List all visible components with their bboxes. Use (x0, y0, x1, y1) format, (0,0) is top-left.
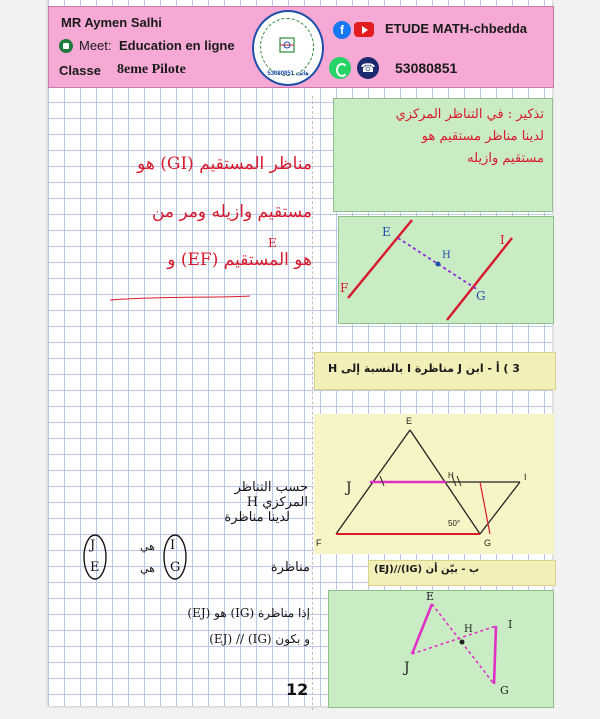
label-e3: E (426, 590, 435, 603)
label-h: H (442, 250, 451, 261)
left-line-5: و بكون (IG) // (EJ) (209, 632, 310, 646)
pair-oval-mid (164, 535, 186, 579)
pair-mid-1: I (170, 538, 176, 553)
label-h2: H (448, 471, 454, 480)
angle-label: 50° (448, 519, 461, 528)
reminder-line-3: مستقيم وازيله (467, 151, 544, 166)
facebook-icon: f (333, 21, 351, 39)
label-j3: J (404, 660, 410, 676)
figure3 (402, 590, 512, 697)
page-name: ETUDE MATH-chbedda (385, 21, 528, 36)
reminder-line-2: لدينا مناظر مستقيم هو (421, 129, 544, 144)
teacher-name: MR Aymen Salhi (61, 15, 162, 30)
label-e2: E (406, 416, 413, 426)
figure2 (316, 416, 527, 548)
label-g: G (476, 289, 486, 303)
logo-phone: هاتف 53080851 (267, 71, 309, 77)
pair-left-2: E (90, 560, 100, 575)
left-line-4: إذا مناظرة (IG) هو (EJ) (187, 606, 310, 620)
tick-3 (457, 476, 461, 486)
phone-number: 53080851 (395, 60, 458, 76)
pair-mid-2: G (170, 560, 181, 575)
class-label: Classe (59, 63, 101, 78)
label-e: E (382, 225, 391, 239)
left-line-3: مناظرة (270, 560, 310, 575)
super-e: E (268, 236, 277, 250)
part-b: ب - بيّن أن (IG)//(EJ) (374, 564, 480, 575)
reminder-line-1: تذكير : في التناظر المركزي (395, 107, 544, 122)
pair-left-1: J (90, 538, 96, 553)
label-i2: I (524, 472, 527, 482)
pair-mid-label-1: هي (140, 540, 155, 553)
left-line-2: لدينا مناظرة (224, 510, 290, 525)
segment-ji3 (412, 626, 496, 654)
line-ej (412, 604, 432, 654)
label-f2: F (316, 538, 322, 548)
meet-label: Meet: (79, 38, 112, 53)
label-f: F (340, 281, 349, 295)
hatch-line (480, 482, 490, 534)
pair-mid-label-2: هي (140, 562, 155, 575)
line-ef (348, 220, 412, 298)
label-h3: H (464, 624, 473, 635)
pair-oval-left (84, 535, 106, 579)
label-g3: G (500, 684, 509, 697)
point-h (436, 262, 441, 267)
label-g2: G (484, 538, 492, 548)
education-label: Education en ligne (119, 38, 235, 53)
figure1 (340, 220, 512, 320)
label-j2: J (346, 480, 352, 496)
point-h3 (460, 640, 465, 645)
answer-line-1: مناظر المستقيم (GI) هو (137, 154, 312, 174)
label-i3: I (508, 618, 513, 631)
left-line-1: حسب التناظر المركزي H (234, 480, 308, 510)
line-ig (494, 626, 496, 684)
label-i: I (500, 233, 505, 247)
page-number: 12 (286, 680, 309, 699)
phone-icon: ☎ (357, 57, 379, 79)
class-value: 8eme Pilote (117, 62, 186, 77)
question-3: 3 ) أ - ابن J مناظرة I بالنسبة إلى H (328, 362, 520, 375)
answer-line-2: مستقيم وازيله ومر من (151, 202, 312, 222)
answer-underline (110, 296, 250, 300)
answer-line-3: هو المستقيم (EF) و (167, 250, 312, 270)
line-gi (447, 238, 512, 320)
segment-ig (480, 482, 520, 534)
